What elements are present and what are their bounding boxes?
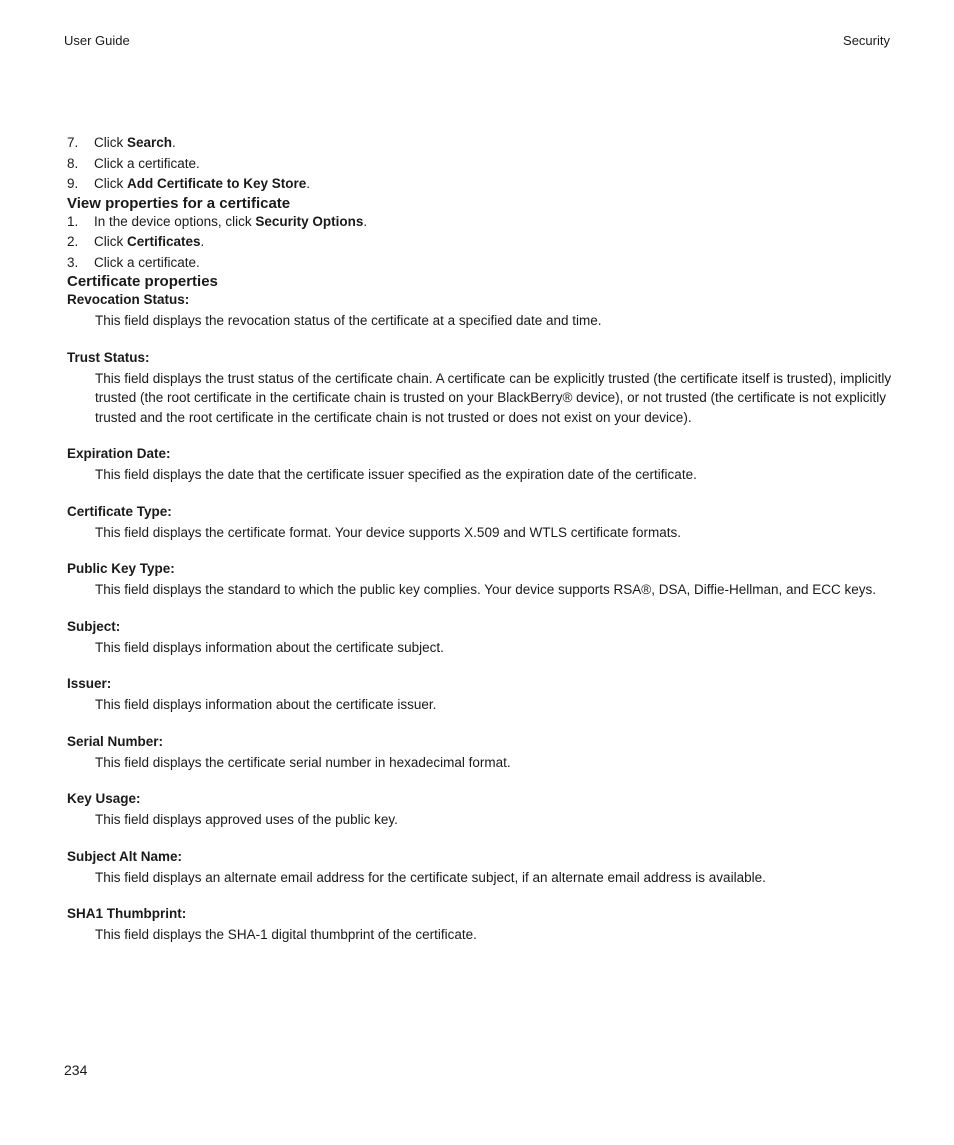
step-text: Click a certificate. [94,155,200,171]
step-item [67,232,893,253]
step-text: Click Add Certificate to Key Store. [94,176,311,191]
ui-term: Add Certificate to Key Store [127,176,307,191]
section-heading-certificate-properties: Certificate properties [67,273,218,290]
ui-term: Security Options [255,213,364,229]
step-item [67,253,893,274]
property-description: This field displays the date that the certificate issuer specified as the expiration date of the certificate. [95,467,697,482]
property-description: This field displays the certificate serial number in hexadecimal format. [95,754,511,770]
steps-list-continued [67,133,893,195]
property-term: Subject: [67,618,121,634]
ui-term: Certificates [127,234,201,249]
property-term: Key Usage: [67,791,141,806]
step-item [67,212,893,233]
property-description: This field displays the trust status of the certificate chain. A certificate can be explicitly trusted (the certificate itself is trusted), implicitly trusted (the root certificate in the certificate chain is trusted on your BlackBerry® device), or not trusted (the certificate is not explicitly trusted and the root certificate in the certificate chain is not trusted or does not exist on your device). [95,370,892,425]
property-description: This field displays the certificate format. Your device supports X.509 and WTLS certificate formats. [95,524,682,540]
step-text: Click a certificate. [94,254,200,270]
section-heading-view-properties: View properties for a certificate [67,194,291,212]
property-term: Subject Alt Name: [67,848,183,864]
property-term: SHA1 Thumbprint: [67,906,187,921]
step-number: 7. [67,135,79,150]
properties-list [67,290,893,945]
property-term: Serial Number: [67,733,164,749]
header-section-title: Security [843,33,890,48]
step-number: 1. [67,213,79,229]
property-description: This field displays an alternate email address for the certificate subject, if an alternate email address is available. [95,869,766,885]
step-item [67,154,893,175]
property-description: This field displays the SHA-1 digital thumbprint of the certificate. [95,927,477,942]
step-text: In the device options, click Security Options. [94,213,368,229]
property-term: Expiration Date: [67,446,171,461]
step-text: Click Search. [94,135,176,150]
page-number: 234 [64,1062,88,1078]
step-number: 8. [67,155,79,171]
property-term: Certificate Type: [67,503,172,519]
step-text: Click Certificates. [94,234,205,249]
step-item [67,133,893,154]
property-term: Issuer: [67,676,112,691]
header-doc-title: User Guide [64,33,130,48]
property-term: Public Key Type: [67,561,175,576]
property-term: Trust Status: [67,349,150,365]
step-number: 2. [67,234,79,249]
property-description: This field displays the standard to which the public key complies. Your device supports RSA®, DSA, Diffie-Hellman, and ECC keys. [95,582,877,597]
property-description: This field displays information about the certificate subject. [95,639,444,655]
page-content [67,133,893,962]
property-description: This field displays the revocation status of the certificate at a specified date and time. [95,313,602,328]
ui-term: Search [127,135,173,150]
property-term: Revocation Status: [67,292,190,307]
property-description: This field displays information about the certificate issuer. [95,697,437,712]
step-item [67,174,893,195]
property-description: This field displays approved uses of the public key. [95,812,398,827]
step-number: 3. [67,254,79,270]
step-number: 9. [67,176,79,191]
steps-list-view-properties [67,212,893,274]
